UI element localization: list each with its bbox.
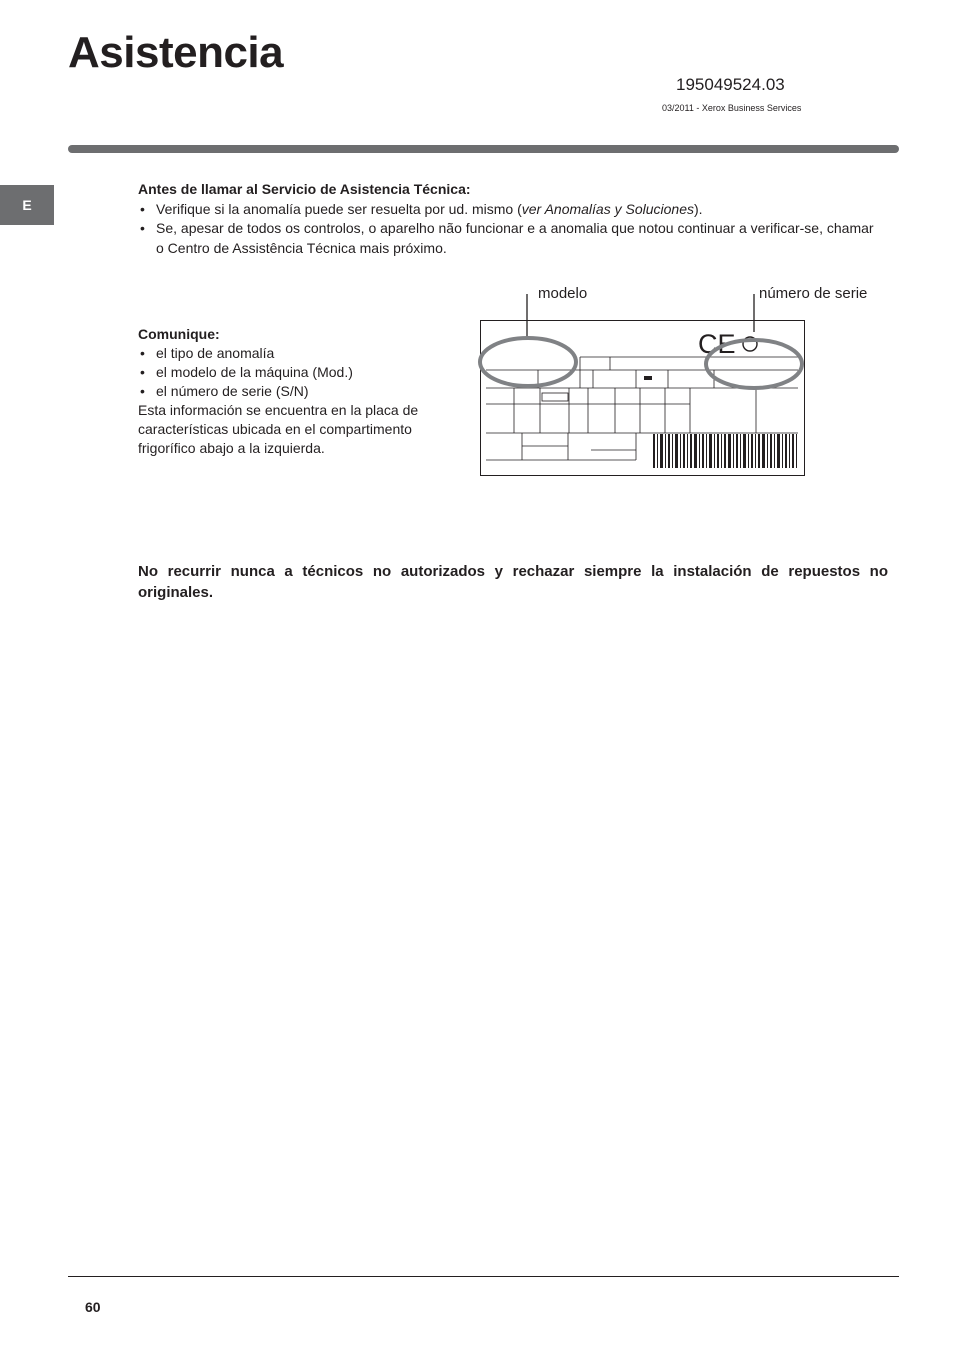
warning-notice: No recurrir nunca a técnicos no autorizados y rechazar siempre la instalación de repuestos no originales.	[138, 563, 888, 601]
bullet-1-reference: ver Anomalías y Soluciones	[521, 200, 694, 217]
comunique-item-serial: • el número de serie (S/N)	[138, 382, 438, 401]
comunique-item-anomaly: • el tipo de anomalía	[138, 344, 438, 363]
serial-callout-label: número de serie	[759, 285, 868, 302]
comunique-section	[138, 325, 438, 458]
ce-mark-icon: CE	[698, 329, 736, 359]
language-tab: E	[0, 185, 54, 225]
intro-heading: Antes de llamar al Servicio de Asistencia Técnica:	[138, 181, 471, 197]
rating-plate-diagram	[478, 282, 898, 482]
intro-section	[138, 180, 878, 258]
plate-small-mark	[644, 376, 652, 380]
intro-bullet-1	[138, 200, 878, 220]
intro-bullet-2: • Se, apesar de todos os controlos, o aparelho não funcionar e a anomalia que notou continuar a verificar-se, chamar o Centro de Assistência Técnica mais próximo.	[138, 219, 878, 258]
page-title: Asistencia	[68, 28, 284, 77]
intro-list	[138, 200, 878, 259]
comunique-list	[138, 344, 438, 401]
comunique-item-model: • el modelo de la máquina (Mod.)	[138, 363, 438, 382]
bullet-1-text: Verifique si la anomalía puede ser resuelta por ud. mismo (	[156, 200, 522, 217]
footer-divider	[68, 1276, 899, 1277]
comunique-heading: Comunique:	[138, 326, 220, 342]
comunique-note: Esta información se encuentra en la placa de características ubicada en el compartimento frigorífico abajo a la izquierda.	[138, 402, 419, 456]
document-meta: 03/2011 - Xerox Business Services	[662, 103, 802, 113]
page-number: 60	[85, 1299, 101, 1315]
header-divider-bar	[68, 145, 899, 153]
document-code: 195049524.03	[676, 75, 785, 94]
bullet-1-tail: ).	[693, 200, 703, 217]
rating-plate-figure	[478, 282, 898, 482]
plate-star-rating-box	[542, 393, 568, 401]
model-callout-label: modelo	[538, 285, 588, 302]
